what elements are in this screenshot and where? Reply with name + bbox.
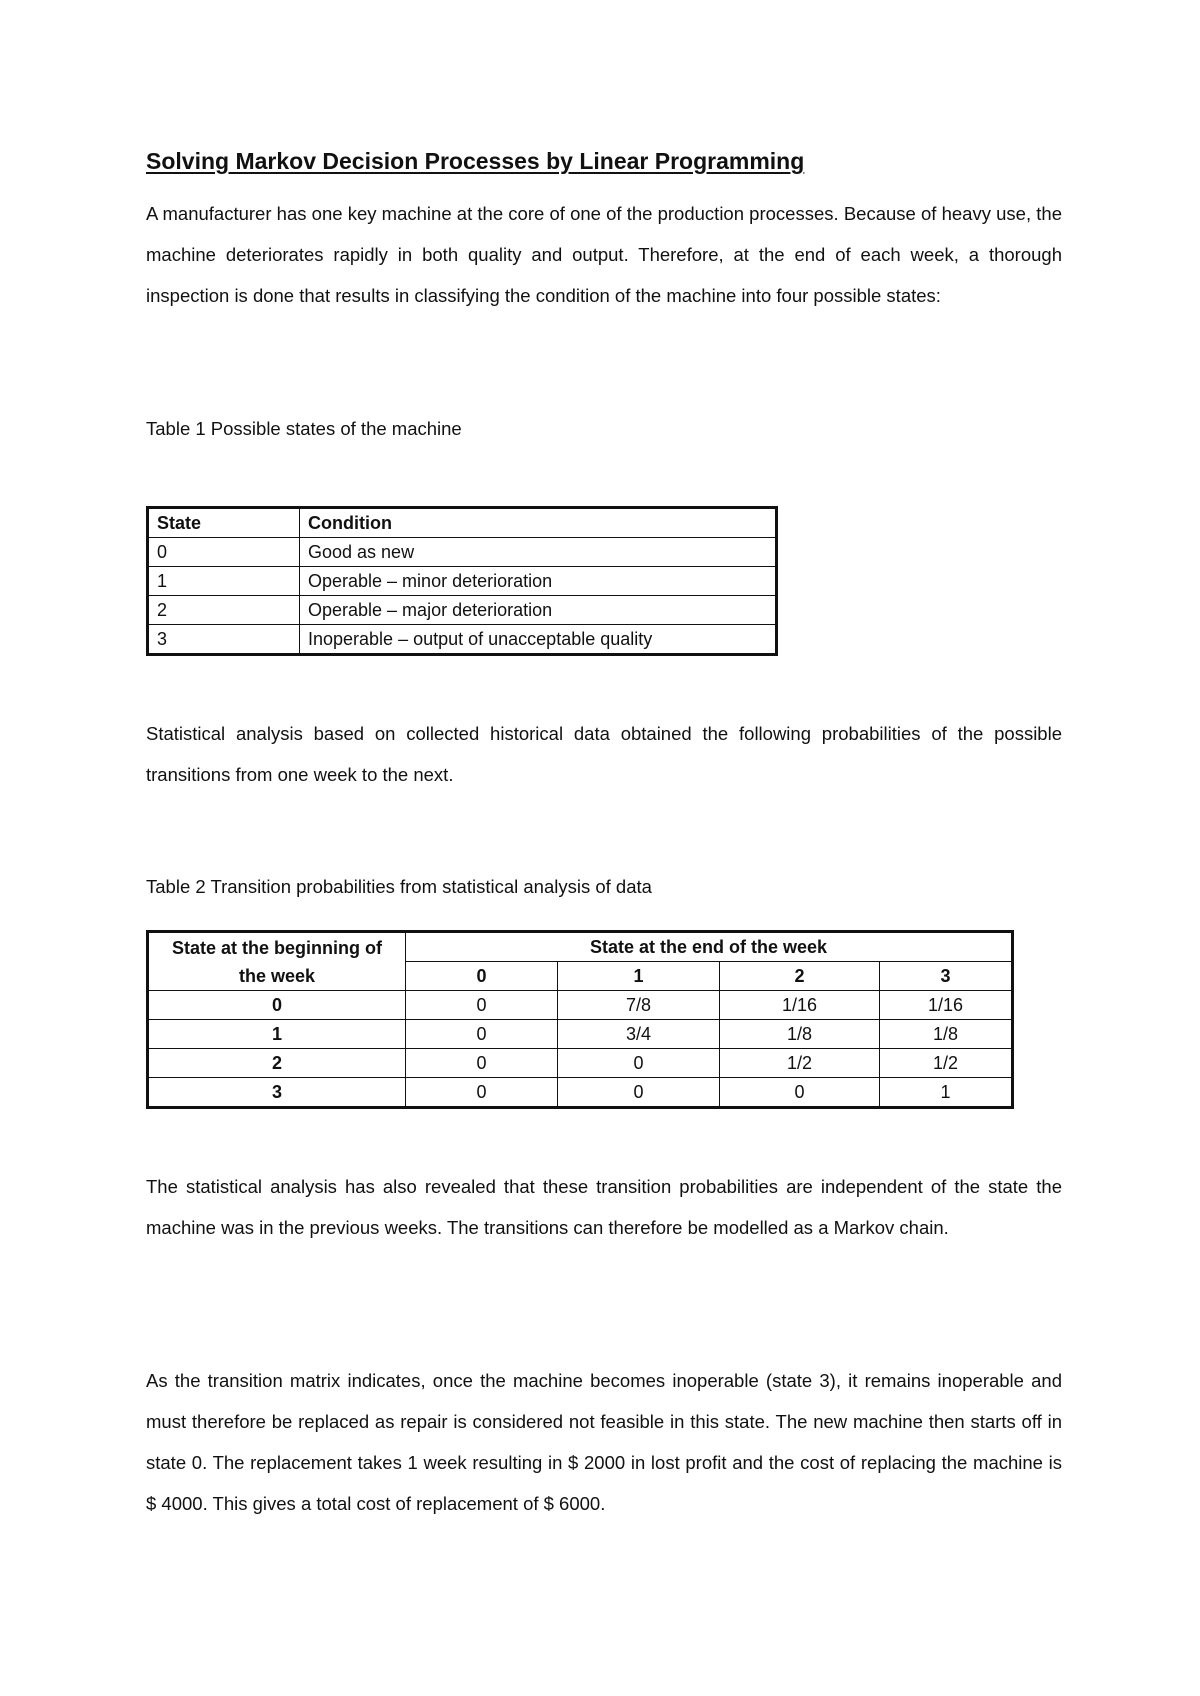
table-cell: 0 [406,1078,558,1108]
table-cell: 1/16 [880,991,1013,1020]
table-cell: 7/8 [558,991,720,1020]
table-row [148,625,777,655]
table-row [148,567,777,596]
replacement-paragraph: As the transition matrix indicates, once the machine becomes inoperable (state 3), it remains inoperable and must therefore be replaced as repair is considered not feasible in this state. The new machine then starts off in state 0. The replacement takes 1 week resulting in $ 2000 in lost profit and the cost of replacing the machine is $ 4000. This gives a total cost of replacement of $ 6000. [146,1370,1062,1514]
column-header-cell: 0 [406,962,558,991]
table2-caption: Table 2 Transition probabilities from statistical analysis of data [146,876,652,897]
statistics-paragraph: Statistical analysis based on collected historical data obtained the following probabilities of the possible transitions from one week to the next. [146,723,1062,785]
table-cell: 0 [558,1078,720,1108]
row-label-cell: 3 [148,1078,406,1108]
table-cell: 0 [406,1049,558,1078]
table-cell: Good as new [300,538,777,567]
table-cell: 1 [148,567,300,596]
table-cell: 3/4 [558,1020,720,1049]
table-row [148,991,1013,1020]
table-cell: 2 [148,596,300,625]
table-cell: Operable – minor deterioration [300,567,777,596]
table-cell: 3 [148,625,300,655]
table-row [148,1020,1013,1049]
table1-caption: Table 1 Possible states of the machine [146,418,462,439]
table-cell: 1/8 [880,1020,1013,1049]
table-cell: 1 [880,1078,1013,1108]
table-row [148,596,777,625]
intro-paragraph: A manufacturer has one key machine at the core of one of the production processes. Because of heavy use, the machine deteriorates rapidly in both quality and output. Therefore, at the end of each week, a thorough inspection is done that results in classifying the condition of the machine into four possible states: [146,203,1062,306]
table-cell: 1/2 [720,1049,880,1078]
row-label-cell: 1 [148,1020,406,1049]
table-cell: Inoperable – output of unacceptable quality [300,625,777,655]
table-cell: 0 [720,1078,880,1108]
table-cell: 1/16 [720,991,880,1020]
table-cell: Operable – major deterioration [300,596,777,625]
column-header-cell: 1 [558,962,720,991]
row-label-cell: 2 [148,1049,406,1078]
transition-table [146,930,1014,1109]
states-table [146,506,778,656]
table-cell: 1/8 [720,1020,880,1049]
table-header-cell: State [148,508,300,538]
table-cell: 1/2 [880,1049,1013,1078]
table-cell: 0 [148,538,300,567]
table-header-row [148,508,777,538]
table-cell: 0 [406,991,558,1020]
row-header-cell: State at the beginning of the week [148,932,406,991]
table-header-cell: Condition [300,508,777,538]
markov-paragraph: The statistical analysis has also revealed that these transition probabilities are independent of the state the machine was in the previous weeks. The transitions can therefore be modelled as a Markov chain. [146,1176,1062,1238]
table-row [148,538,777,567]
table-header-row [148,932,1013,962]
table-cell: 0 [406,1020,558,1049]
table-row [148,1078,1013,1108]
table-row [148,1049,1013,1078]
column-header-cell: 2 [720,962,880,991]
column-group-header: State at the end of the week [406,932,1013,962]
row-label-cell: 0 [148,991,406,1020]
document-title: Solving Markov Decision Processes by Linear Programming [146,148,805,174]
table-cell: 0 [558,1049,720,1078]
column-header-cell: 3 [880,962,1013,991]
